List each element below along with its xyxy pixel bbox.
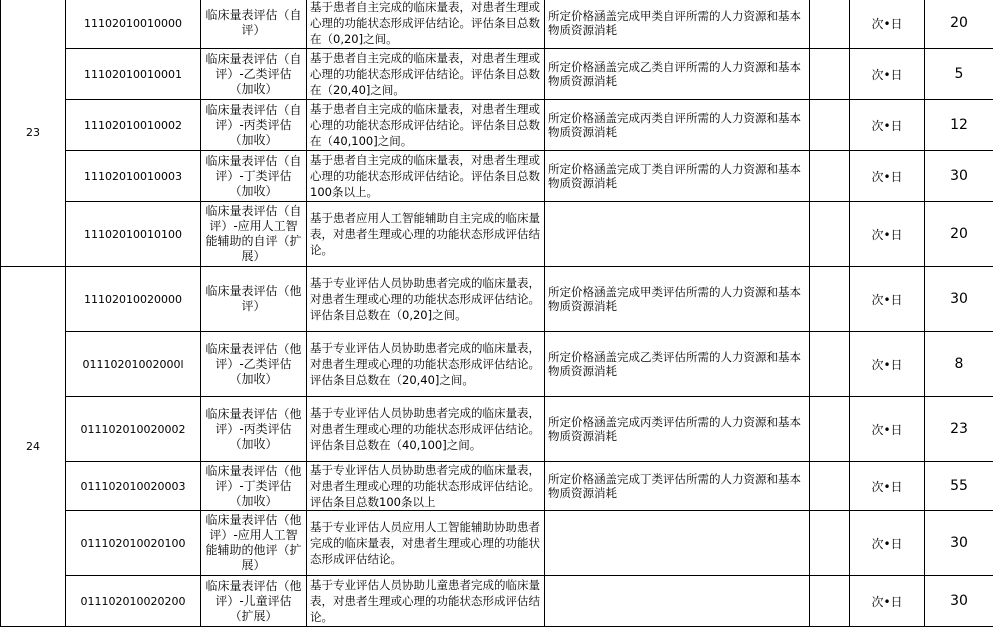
- item-price: 30: [925, 511, 993, 576]
- item-code: 11102010020000: [66, 267, 201, 332]
- exclusion-cell: [810, 267, 850, 332]
- table-row: [1, 397, 993, 462]
- item-code: 011102010020200: [66, 576, 201, 627]
- item-content: 基于患者应用人工智能辅助自主完成的临床量表，对患者生理或心理的功能状态形成评估结论。: [307, 202, 545, 267]
- item-price: 30: [925, 267, 993, 332]
- item-name: 临床量表评估（自评）-应用人工智能辅助的自评（扩展）: [201, 202, 307, 267]
- table-row: [1, 0, 993, 49]
- item-description: [545, 202, 810, 267]
- item-price: 30: [925, 576, 993, 627]
- item-code: 11102010010002: [66, 100, 201, 151]
- item-name: 临床量表评估（他评）-儿童评估（扩展）: [201, 576, 307, 627]
- item-code: 11102010010003: [66, 151, 201, 202]
- item-name: 临床量表评估（自评）: [201, 0, 307, 49]
- item-name: 临床量表评估（他评）: [201, 267, 307, 332]
- item-unit: 次•日: [850, 151, 925, 202]
- sequence-number: 23: [1, 0, 66, 267]
- item-description: [545, 511, 810, 576]
- sequence-number: 24: [1, 267, 66, 627]
- exclusion-cell: [810, 332, 850, 397]
- item-code: 011102010020003: [66, 462, 201, 511]
- item-content: 基于专业评估人员协助患者完成的临床量表，对患者生理或心理的功能状态形成评估结论。评估条目总数在（0,20]之间。: [307, 267, 545, 332]
- item-price: 5: [925, 49, 993, 100]
- item-content: 基于患者自主完成的临床量表，对患者生理或心理的功能状态形成评估结论。评估条目总数在（40,100]之间。: [307, 100, 545, 151]
- item-content: 基于专业评估人员协助儿童患者完成的临床量表，对患者生理或心理的功能状态形成评估结论。: [307, 576, 545, 627]
- table-row: [1, 267, 993, 332]
- item-name: 临床量表评估（自评）-丁类评估（加收）: [201, 151, 307, 202]
- item-price: 20: [925, 0, 993, 49]
- item-content: 基于患者自主完成的临床量表，对患者生理或心理的功能状态形成评估结论。评估条目总数在（0,20]之间。: [307, 0, 545, 49]
- table-row: [1, 202, 993, 267]
- item-content: 基于专业评估人员协助患者完成的临床量表，对患者生理或心理的功能状态形成评估结论。评估条目总数在（40,100]之间。: [307, 397, 545, 462]
- item-code: 011102010020100: [66, 511, 201, 576]
- exclusion-cell: [810, 202, 850, 267]
- item-price: 20: [925, 202, 993, 267]
- item-unit: 次•日: [850, 332, 925, 397]
- item-content: 基于患者自主完成的临床量表，对患者生理或心理的功能状态形成评估结论。评估条目总数100条以上。: [307, 151, 545, 202]
- item-name: 临床量表评估（自评）-丙类评估（加收）: [201, 100, 307, 151]
- exclusion-cell: [810, 576, 850, 627]
- item-price: 23: [925, 397, 993, 462]
- table-row: [1, 576, 993, 627]
- exclusion-cell: [810, 462, 850, 511]
- item-description: 所定价格涵盖完成甲类自评所需的人力资源和基本物质资源消耗: [545, 0, 810, 49]
- exclusion-cell: [810, 511, 850, 576]
- exclusion-cell: [810, 0, 850, 49]
- item-code: 11102010010100: [66, 202, 201, 267]
- item-description: 所定价格涵盖完成甲类评估所需的人力资源和基本物质资源消耗: [545, 267, 810, 332]
- item-code: 011102010020002: [66, 397, 201, 462]
- item-unit: 次•日: [850, 202, 925, 267]
- item-unit: 次•日: [850, 267, 925, 332]
- item-unit: 次•日: [850, 576, 925, 627]
- item-unit: 次•日: [850, 511, 925, 576]
- item-description: 所定价格涵盖完成丙类自评所需的人力资源和基本物质资源消耗: [545, 100, 810, 151]
- exclusion-cell: [810, 100, 850, 151]
- item-unit: 次•日: [850, 462, 925, 511]
- item-content: 基于患者自主完成的临床量表，对患者生理或心理的功能状态形成评估结论。评估条目总数在（20,40]之间。: [307, 49, 545, 100]
- exclusion-cell: [810, 397, 850, 462]
- item-description: 所定价格涵盖完成丙类评估所需的人力资源和基本物质资源消耗: [545, 397, 810, 462]
- table-row: [1, 100, 993, 151]
- item-description: 所定价格涵盖完成乙类自评所需的人力资源和基本物质资源消耗: [545, 49, 810, 100]
- item-unit: 次•日: [850, 49, 925, 100]
- item-unit: 次•日: [850, 397, 925, 462]
- item-content: 基于专业评估人员协助患者完成的临床量表，对患者生理或心理的功能状态形成评估结论。评估条目总数在（20,40]之间。: [307, 332, 545, 397]
- item-price: 30: [925, 151, 993, 202]
- item-description: 所定价格涵盖完成乙类评估所需的人力资源和基本物质资源消耗: [545, 332, 810, 397]
- item-name: 临床量表评估（他评）-应用人工智能辅助的他评（扩展）: [201, 511, 307, 576]
- table-row: [1, 511, 993, 576]
- item-code: 11102010010000: [66, 0, 201, 49]
- table-row: [1, 151, 993, 202]
- item-code: 01110201002000l: [66, 332, 201, 397]
- item-name: 临床量表评估（他评）-丙类评估（加收）: [201, 397, 307, 462]
- item-description: 所定价格涵盖完成丁类评估所需的人力资源和基本物质资源消耗: [545, 462, 810, 511]
- exclusion-cell: [810, 49, 850, 100]
- item-unit: 次•日: [850, 0, 925, 49]
- item-unit: 次•日: [850, 100, 925, 151]
- item-name: 临床量表评估（他评）-乙类评估（加收）: [201, 332, 307, 397]
- item-content: 基于专业评估人员协助患者完成的临床量表，对患者生理或心理的功能状态形成评估结论。评估条目总数100条以上: [307, 462, 545, 511]
- item-description: 所定价格涵盖完成丁类自评所需的人力资源和基本物质资源消耗: [545, 151, 810, 202]
- item-price: 12: [925, 100, 993, 151]
- item-name: 临床量表评估（他评）-丁类评估（加收）: [201, 462, 307, 511]
- item-content: 基于专业评估人员应用人工智能辅助协助患者完成的临床量表，对患者生理或心理的功能状态形成评估结论。: [307, 511, 545, 576]
- item-description: [545, 576, 810, 627]
- item-price: 8: [925, 332, 993, 397]
- item-name: 临床量表评估（自评）-乙类评估（加收）: [201, 49, 307, 100]
- item-code: 11102010010001: [66, 49, 201, 100]
- table-row: [1, 49, 993, 100]
- table-row: [1, 332, 993, 397]
- item-price: 55: [925, 462, 993, 511]
- table-row: [1, 462, 993, 511]
- exclusion-cell: [810, 151, 850, 202]
